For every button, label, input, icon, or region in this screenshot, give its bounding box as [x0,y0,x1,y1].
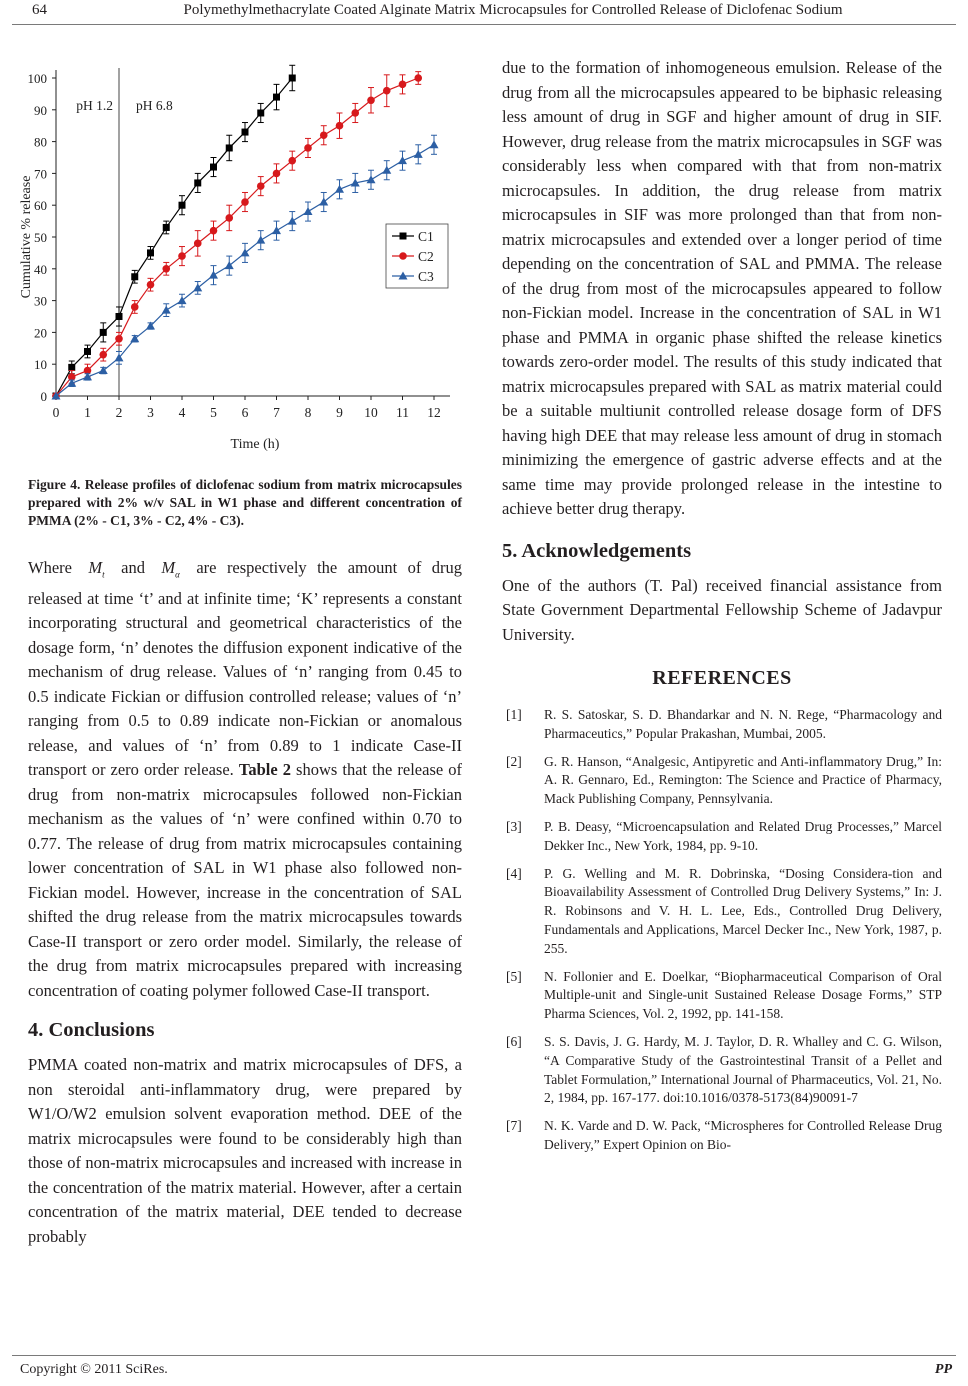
y-tick-label: 60 [34,198,47,214]
text-and: and [121,558,145,577]
data-point-c1 [273,94,280,101]
y-tick-label: 30 [34,293,47,309]
ph-left-label: pH 1.2 [76,98,113,113]
x-tick-label: 0 [52,405,60,420]
data-point-c2 [225,214,233,222]
data-point-c1 [100,329,107,336]
reference-item [502,818,942,856]
section-acknowledgements-title: 5. Acknowledgements [502,539,692,562]
figure-caption: Figure 4. Release profiles of diclofenac sodium from matrix microcapsules prepared with 2% w/v SAL in W1 phase and different concentration of PMMA (2% - C1, 3% - C2, 4% - C3). [28,477,462,528]
x-tick-label: 11 [396,405,409,420]
legend-label: C1 [418,229,434,244]
data-point-c1 [131,273,138,280]
data-point-c2 [336,122,344,130]
legend-marker [400,233,407,240]
x-tick-label: 9 [336,405,343,420]
reference-text: P. G. Welling and M. R. Dobrinska, “Dosing Considera-tion and Bioavailability Assessment of Controlled Drug Delivery Systems,” In: J. R. Robinsons and V. H. L. Lee, Eds., Controlled Drug Delivery, Fundamentals and Applications, Marcel Decker Inc., New York, 1987, p. 255. [544,865,942,956]
data-point-c2 [210,227,218,235]
data-point-c2 [351,109,359,117]
data-point-c2 [241,198,249,206]
release-chart [19,60,462,460]
x-tick-label: 12 [427,405,441,420]
data-point-c1 [179,202,186,209]
ph-right-label: pH 6.8 [136,98,173,113]
section-conclusions-title: 4. Conclusions [28,1019,155,1042]
data-point-c2 [414,74,422,82]
reference-number: [4] [506,865,522,881]
x-tick-label: 8 [304,405,312,420]
legend-marker [399,252,407,260]
page-header [12,0,956,25]
left-column [19,60,463,1249]
data-point-c1 [163,224,170,231]
x-tick-label: 10 [364,405,378,420]
page-number: 64 [32,2,47,18]
text-mechanism: are respectively the amount of drug released at time ‘t’ and at infinite time; ‘K’ represents a constant incorporating structural and geometrical characteristics of the dosage form, ‘n’ denotes the diffusion exponent indicative of the mechanism of drug release. Values of ‘n’ ranging from 0.45 to 0.5 indicate Fickian or diffusion controlled release; values of ‘n’ ranging from 0.5 to 0.89 indicate non-Fickian or anomalous release, and values of ‘n’ from 0.89 to 1 indicate Case-II transport or zero order release. [28,558,463,780]
math-ma: $M_\alpha$ [161,558,180,580]
data-point-c2 [320,131,328,139]
data-point-c1 [147,249,154,256]
data-point-c2 [399,81,407,89]
math-mt: $M_t$ [88,558,105,580]
journal-abbrev: PP [934,1362,952,1377]
paragraph-conclusions-cont: due to the formation of inhomogeneous emulsion. Release of the drug from all the microcapsules appeared to be biphasic releasing less amount of drug in SGF and higher amount of drug in SIF. However, drug release from the matrix microcapsules in SGF was considerably less when compared with that from non-matrix microcapsules. In addition, the drug release from matrix microcapsules in SIF was more prolonged than that from non-matrix microcapsules and extended over a longer period of time depending on the concentration of SAL and PMMA. The release of the drug from most of the microcapsules appeared to follow non-Fickian model. Increase in the concentration of SAL in W1 phase and PMMA in organic phase shifted the release kinetics towards zero-order model. The results of this study indicated that matrix microcapsules prepared with SAL as matrix material could be a suitable multiunit controlled release dosage form of DFS having high DEE that may release less amount of drug in stomach minimizing the emergence of gastric adverse effects and at the same time may provide prolonged release in the intestine to achieve better drug therapy. [502,58,942,518]
table-ref: Table 2 [238,760,291,780]
running-title: Polymethylmethacrylate Coated Alginate Matrix Microcapsules for Controlled Release of Diclofenac Sodium [183,2,843,18]
data-point-c1 [210,164,217,171]
data-point-c2 [178,252,186,260]
x-tick-label: 5 [210,405,217,420]
right-column [502,56,942,1164]
data-point-c2 [304,144,312,152]
y-tick-label: 80 [34,134,47,150]
data-point-c1 [194,179,201,186]
x-tick-label: 6 [241,405,249,420]
data-point-c1 [116,313,123,320]
reference-text: N. Follonier and E. Doelkar, “Biopharmaceutical Comparison of Oral Multiple-unit and Single-unit Sustained Release Dosage Forms,” STP Pharma Sciences, Vol. 2, 1992, pp. 141-158. [544,968,942,1022]
page-footer [12,1355,956,1386]
reference-item [502,706,942,744]
x-tick-label: 7 [273,405,280,420]
reference-number: [5] [506,968,522,984]
data-point-c1 [84,348,91,355]
text-where: Where [28,558,72,577]
paragraph-acknowledgements: One of the authors (T. Pal) received financial assistance from State Government Departmental Fellowship Scheme of Jadavpur University. [502,575,942,644]
reference-item [502,753,942,809]
y-tick-label: 40 [34,261,47,277]
data-point-c2 [383,87,391,95]
references-title: REFERENCES [652,667,792,689]
paragraph-korsmeyer [28,556,462,1003]
y-tick-label: 90 [34,102,47,118]
reference-item [502,1033,942,1108]
x-tick-label: 3 [147,405,154,420]
data-point-c2 [115,335,123,343]
text-results: shows that the release of drug from non-matrix microcapsules followed non-Fickian mechanism as the values of ‘n’ were confined within 0.70 to 0.77. The release of drug from matrix microcapsules containing lower concentration of SAL in W1 phase also followed non-Fickian model. However, increase in the concentration of SAL shifted the drug release from the matrix microcapsules towards Case-II transport or zero order model. Similarly, the release of the drug from matrix microcapsules prepared with increasing concentration of coating polymer followed Case-II transport. [28,760,462,1000]
reference-number: [6] [506,1033,522,1049]
data-point-c2 [99,351,107,359]
x-tick-label: 1 [84,405,91,420]
legend-label: C2 [418,249,434,264]
y-axis-label: Cumulative % release [19,175,34,299]
reference-text: S. S. Davis, J. G. Hardy, M. J. Taylor, D. R. Whalley and C. G. Wilson, “A Comparative Study of the Gastrointestinal Transit of a Pellet and Tablet Formulation,” International Journal of Pharmaceutics, Vol. 21, No. 2, 1984, pp. 167-177. doi:10.1016/0378-5173(84)90091-7 [544,1033,942,1106]
data-point-c2 [288,157,296,165]
data-point-c2 [162,265,170,273]
copyright: Copyright © 2011 SciRes. [20,1362,168,1377]
y-tick-label: 50 [34,230,47,245]
y-tick-label: 70 [34,166,47,182]
reference-text: R. S. Satoskar, S. D. Bhandarkar and N. N. Rege, “Pharmacology and Pharmaceutics,” Popular Prakashan, Mumbai, 2005. [544,707,942,741]
data-point-c1 [68,364,75,371]
data-point-c2 [147,281,155,289]
data-point-c2 [131,303,139,311]
reference-item [502,1117,942,1155]
y-tick-label: 0 [40,389,47,404]
y-tick-label: 100 [27,71,47,86]
paragraph-conclusions: PMMA coated non-matrix and matrix microcapsules of DFS, a non steroidal anti-inflammatory drug, were prepared by W1/O/W2 emulsion solvent evaporation method. DEE of the matrix microcapsules were found to be considerably high than those of non-matrix microcapsules and increased with increase in the concentration of the matrix material. However, after a certain concentration of the matrix material, DEE tended to decrease probably [28,1055,462,1246]
reference-text: N. K. Varde and D. W. Pack, “Microspheres for Controlled Release Drug Delivery,” Expert Opinion on Bio- [544,1118,942,1152]
data-point-c2 [367,96,375,104]
y-tick-label: 20 [34,325,47,341]
data-point-c1 [289,75,296,82]
data-point-c2 [257,182,265,190]
y-tick-label: 10 [34,357,47,373]
reference-text: G. R. Hanson, “Analgesic, Antipyretic and Anti-inflammatory Drug,” In: A. R. Gennaro, Ed., Remington: The Science and Practice of Pharmacy, Mack Publishing Company, Pennsylvania. [544,753,942,807]
data-point-c1 [226,144,233,151]
reference-number: [1] [506,707,522,722]
x-axis-label: Time (h) [230,437,280,452]
references-list [502,706,942,1155]
x-tick-label: 2 [115,405,123,420]
data-point-c2 [194,240,202,248]
reference-number: [3] [506,818,522,834]
reference-item [502,968,942,1024]
reference-item [502,865,942,959]
legend-label: C3 [418,269,434,284]
data-point-c1 [257,109,264,116]
data-point-c2 [273,170,281,178]
reference-text: P. B. Deasy, “Microencapsulation and Related Drug Processes,” Marcel Dekker Inc., New York, 1984, pp. 9-10. [544,818,942,853]
reference-number: [2] [506,753,522,769]
data-point-c1 [242,129,249,136]
reference-number: [7] [506,1118,522,1134]
x-tick-label: 4 [178,405,186,420]
figure-4 [19,60,462,460]
